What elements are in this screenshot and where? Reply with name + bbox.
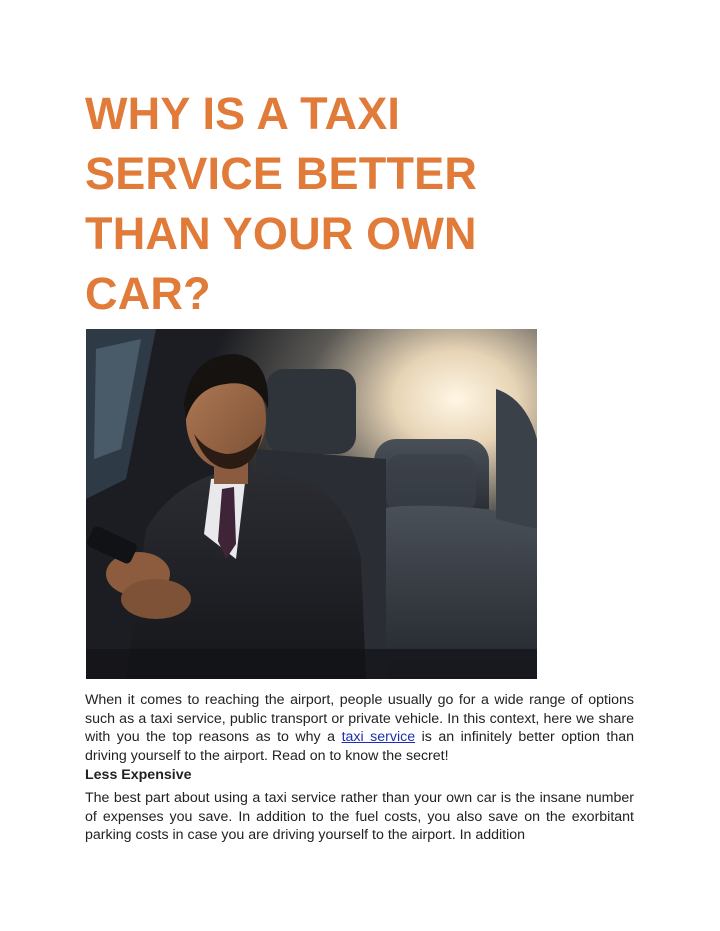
intro-text-before-link: When it comes to reaching the airport, people usually go for a wide range of options such as a taxi service, public transport or private vehicle. In this context, here we share with you the top reasons as to why a — [85, 692, 634, 746]
page-title — [85, 84, 545, 324]
taxi-service-link[interactable]: taxi service — [341, 729, 416, 746]
title-line-1: WHY IS A TAXI — [85, 88, 401, 139]
intro-paragraph — [85, 691, 634, 765]
section-heading-less-expensive: Less Expensive — [85, 767, 192, 783]
title-line-2: SERVICE BETTER — [85, 148, 478, 199]
intro-text-after-link: is an infinitely better option than driving yourself to the airport. Read on to know the secret! — [85, 729, 634, 764]
man-using-phone-in-taxi-photo — [86, 329, 537, 679]
title-line-3: THAN YOUR OWN — [85, 208, 477, 259]
title-line-4: CAR? — [85, 268, 211, 319]
less-expensive-paragraph: The best part about using a taxi service rather than your own car is the insane number of expenses you save. In addition to the fuel costs, you also save on the exorbitant parking costs in case you are driving yourself to the airport. In addition — [85, 790, 634, 844]
